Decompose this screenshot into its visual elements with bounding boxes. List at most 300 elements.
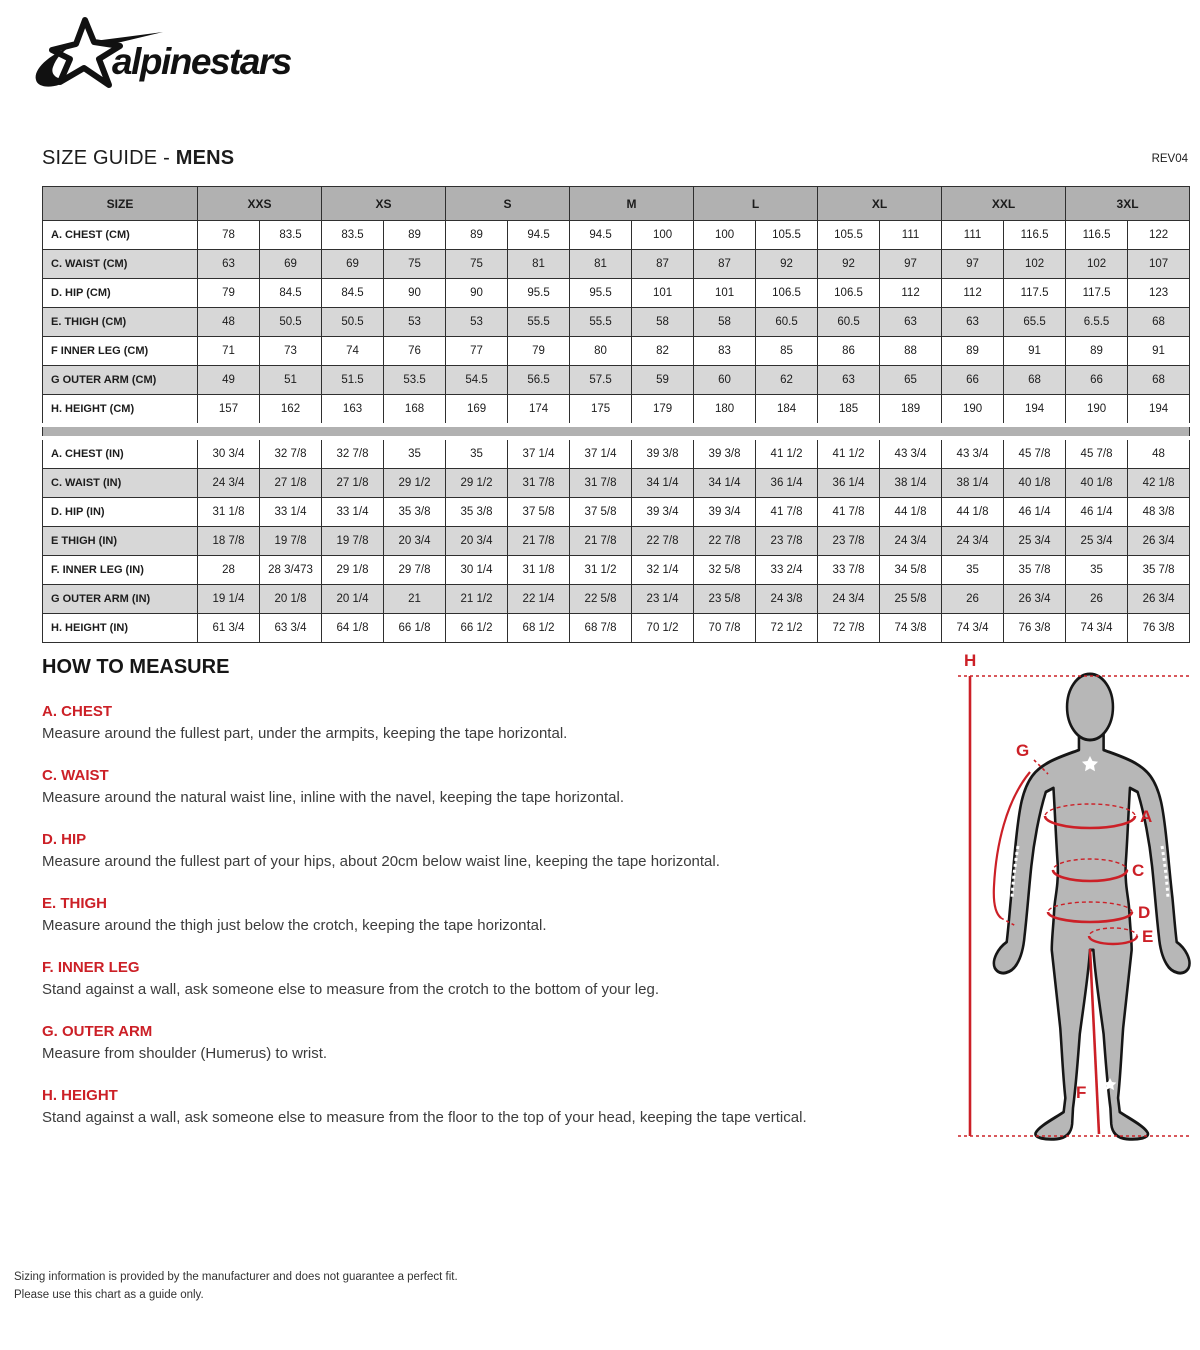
size-column-header: S	[446, 187, 570, 221]
measurement-value-cell: 32 7/8	[260, 438, 322, 469]
measurement-value-cell: 48 3/8	[1128, 498, 1190, 527]
measurement-value-cell: 55.5	[570, 308, 632, 337]
measurement-value-cell: 33 1/4	[260, 498, 322, 527]
measure-section	[42, 1087, 932, 1127]
measurement-row	[43, 438, 1190, 469]
measurement-row	[43, 498, 1190, 527]
measurement-value-cell: 27 1/8	[260, 469, 322, 498]
measurement-value-cell: 100	[694, 221, 756, 250]
measurement-value-cell: 72 1/2	[756, 614, 818, 643]
measurement-value-cell: 68 7/8	[570, 614, 632, 643]
measurement-value-cell: 29 1/2	[384, 469, 446, 498]
measurement-row-label: G OUTER ARM (IN)	[43, 585, 198, 614]
measurement-value-cell: 40 1/8	[1004, 469, 1066, 498]
measurement-value-cell: 117.5	[1066, 279, 1128, 308]
measurement-value-cell: 66	[1066, 366, 1128, 395]
measure-section-text: Stand against a wall, ask someone else to measure from the floor to the top of your head, keeping the tape vertical.	[42, 1109, 807, 1126]
measurement-value-cell: 89	[1066, 337, 1128, 366]
label-outer-arm: G	[1016, 741, 1030, 760]
page-title-gender: MENS	[175, 147, 235, 169]
measure-section-heading: H. HEIGHT	[42, 1087, 118, 1104]
measurement-value-cell: 58	[694, 308, 756, 337]
measurement-value-cell: 65.5	[1004, 308, 1066, 337]
label-thigh: E	[1142, 927, 1154, 946]
measurement-value-cell: 23 7/8	[818, 527, 880, 556]
measurement-value-cell: 53.5	[384, 366, 446, 395]
measure-section-heading: G. OUTER ARM	[42, 1023, 153, 1040]
head-silhouette	[1067, 674, 1113, 740]
measurement-value-cell: 19 7/8	[322, 527, 384, 556]
measurement-value-cell: 73	[260, 337, 322, 366]
measurement-value-cell: 36 1/4	[756, 469, 818, 498]
measurement-value-cell: 25 3/4	[1066, 527, 1128, 556]
measure-section-text: Stand against a wall, ask someone else to measure from the crotch to the bottom of your leg.	[42, 981, 659, 998]
measurement-value-cell: 39 3/4	[694, 498, 756, 527]
measurement-value-cell: 35	[384, 438, 446, 469]
size-column-header: XXS	[198, 187, 322, 221]
measurement-value-cell: 44 1/8	[880, 498, 942, 527]
measurement-value-cell: 107	[1128, 250, 1190, 279]
measurement-value-cell: 157	[198, 395, 260, 426]
measurement-row	[43, 614, 1190, 643]
measurement-value-cell: 34 5/8	[880, 556, 942, 585]
measurement-value-cell: 90	[446, 279, 508, 308]
label-waist: C	[1132, 861, 1145, 880]
measurement-value-cell: 29 7/8	[384, 556, 446, 585]
measurement-value-cell: 163	[322, 395, 384, 426]
size-column-header: XXL	[942, 187, 1066, 221]
measurement-value-cell: 30 1/4	[446, 556, 508, 585]
measurement-value-cell: 111	[880, 221, 942, 250]
measurement-value-cell: 92	[756, 250, 818, 279]
measurement-value-cell: 20 1/4	[322, 585, 384, 614]
measurement-row	[43, 527, 1190, 556]
measurement-value-cell: 79	[198, 279, 260, 308]
measurement-value-cell: 48	[1128, 438, 1190, 469]
measurement-value-cell: 50.5	[322, 308, 384, 337]
measurement-row	[43, 469, 1190, 498]
measurement-row	[43, 366, 1190, 395]
measure-sections	[42, 703, 932, 1127]
measurement-value-cell: 185	[818, 395, 880, 426]
measurement-value-cell: 22 1/4	[508, 585, 570, 614]
measurement-value-cell: 75	[384, 250, 446, 279]
measurement-value-cell: 70 7/8	[694, 614, 756, 643]
footer-line-1: Sizing information is provided by the manufacturer and does not guarantee a perfect fit.	[14, 1271, 458, 1283]
measure-section-text: Measure around the natural waist line, inline with the navel, keeping the tape horizontal.	[42, 789, 625, 806]
measurement-value-cell: 76 3/8	[1128, 614, 1190, 643]
in-measurements-body	[43, 438, 1190, 643]
measurement-row-label: F INNER LEG (CM)	[43, 337, 198, 366]
measurement-value-cell: 29 1/8	[322, 556, 384, 585]
measurement-value-cell: 72 7/8	[818, 614, 880, 643]
measurement-value-cell: 35 3/8	[446, 498, 508, 527]
measurement-value-cell: 80	[570, 337, 632, 366]
measurement-value-cell: 68	[1004, 366, 1066, 395]
measurement-value-cell: 31 1/8	[198, 498, 260, 527]
measurement-value-cell: 57.5	[570, 366, 632, 395]
measure-section-heading: D. HIP	[42, 831, 87, 848]
measurement-value-cell: 48	[198, 308, 260, 337]
measurement-value-cell: 37 1/4	[508, 438, 570, 469]
measurement-value-cell: 91	[1004, 337, 1066, 366]
measurement-value-cell: 81	[570, 250, 632, 279]
measurement-value-cell: 190	[942, 395, 1004, 426]
measurement-value-cell: 194	[1004, 395, 1066, 426]
measurement-row-label: C. WAIST (IN)	[43, 469, 198, 498]
measurement-value-cell: 174	[508, 395, 570, 426]
measurement-row-label: C. WAIST (CM)	[43, 250, 198, 279]
measurement-value-cell: 90	[384, 279, 446, 308]
measurement-value-cell: 79	[508, 337, 570, 366]
measurement-value-cell: 194	[1128, 395, 1190, 426]
measurement-value-cell: 85	[756, 337, 818, 366]
measurement-value-cell: 190	[1066, 395, 1128, 426]
measurement-value-cell: 94.5	[570, 221, 632, 250]
measurement-value-cell: 33 7/8	[818, 556, 880, 585]
measurement-value-cell: 111	[942, 221, 1004, 250]
measurement-row	[43, 337, 1190, 366]
measurement-value-cell: 60	[694, 366, 756, 395]
footer-disclaimer	[14, 1268, 458, 1304]
measurement-value-cell: 83.5	[260, 221, 322, 250]
measurement-value-cell: 19 7/8	[260, 527, 322, 556]
measure-section-heading: F. INNER LEG	[42, 959, 140, 976]
measurement-value-cell: 65	[880, 366, 942, 395]
measurement-value-cell: 63 3/4	[260, 614, 322, 643]
measurement-value-cell: 34 1/4	[632, 469, 694, 498]
measurement-value-cell: 20 3/4	[446, 527, 508, 556]
measurement-value-cell: 112	[880, 279, 942, 308]
how-to-measure-title: HOW TO MEASURE	[42, 656, 230, 678]
measure-section-text: Measure around the thigh just below the crotch, keeping the tape horizontal.	[42, 917, 547, 934]
size-table	[42, 186, 1190, 643]
measurement-value-cell: 91	[1128, 337, 1190, 366]
measurement-value-cell: 83.5	[322, 221, 384, 250]
measurement-value-cell: 54.5	[446, 366, 508, 395]
measurement-value-cell: 35 3/8	[384, 498, 446, 527]
measurement-value-cell: 89	[446, 221, 508, 250]
measurement-value-cell: 63	[198, 250, 260, 279]
measurement-row	[43, 279, 1190, 308]
measurement-value-cell: 123	[1128, 279, 1190, 308]
measurement-value-cell: 84.5	[260, 279, 322, 308]
measurement-value-cell: 74	[322, 337, 384, 366]
measurement-row-label: A. CHEST (IN)	[43, 438, 198, 469]
measurement-value-cell: 22 7/8	[632, 527, 694, 556]
measurement-value-cell: 184	[756, 395, 818, 426]
measurement-value-cell: 35	[942, 556, 1004, 585]
page-title-prefix: SIZE GUIDE -	[42, 147, 176, 169]
measurement-value-cell: 26 3/4	[1128, 585, 1190, 614]
measurement-value-cell: 31 7/8	[570, 469, 632, 498]
measurement-row	[43, 250, 1190, 279]
revision-label: REV04	[1151, 153, 1188, 165]
measurement-value-cell: 24 3/4	[198, 469, 260, 498]
measurement-value-cell: 22 5/8	[570, 585, 632, 614]
measurement-value-cell: 58	[632, 308, 694, 337]
measurement-diagram	[942, 646, 1194, 1166]
measurement-value-cell: 94.5	[508, 221, 570, 250]
measurement-row-label: G OUTER ARM (CM)	[43, 366, 198, 395]
measurement-value-cell: 102	[1066, 250, 1128, 279]
measurement-value-cell: 39 3/4	[632, 498, 694, 527]
measurement-row-label: A. CHEST (CM)	[43, 221, 198, 250]
measurement-row	[43, 585, 1190, 614]
measurement-value-cell: 37 5/8	[570, 498, 632, 527]
measurement-value-cell: 106.5	[818, 279, 880, 308]
measurement-value-cell: 97	[942, 250, 1004, 279]
size-column-header: XL	[818, 187, 942, 221]
measurement-value-cell: 69	[260, 250, 322, 279]
measurement-value-cell: 21 7/8	[570, 527, 632, 556]
measurement-value-cell: 51.5	[322, 366, 384, 395]
measurement-value-cell: 35 7/8	[1128, 556, 1190, 585]
measure-section	[42, 831, 932, 871]
measurement-value-cell: 60.5	[818, 308, 880, 337]
measurement-value-cell: 66	[942, 366, 1004, 395]
measurement-value-cell: 23 1/4	[632, 585, 694, 614]
measurement-value-cell: 37 5/8	[508, 498, 570, 527]
measurement-value-cell: 68 1/2	[508, 614, 570, 643]
measurement-value-cell: 6.5.5	[1066, 308, 1128, 337]
measurement-value-cell: 101	[632, 279, 694, 308]
measurement-value-cell: 116.5	[1066, 221, 1128, 250]
measure-section	[42, 959, 932, 999]
measurement-value-cell: 100	[632, 221, 694, 250]
measurement-value-cell: 31 7/8	[508, 469, 570, 498]
measurement-value-cell: 59	[632, 366, 694, 395]
measurement-value-cell: 50.5	[260, 308, 322, 337]
measurement-value-cell: 87	[694, 250, 756, 279]
measurement-value-cell: 26	[1066, 585, 1128, 614]
label-hip: D	[1138, 903, 1151, 922]
measurement-value-cell: 82	[632, 337, 694, 366]
measurement-value-cell: 56.5	[508, 366, 570, 395]
measurement-value-cell: 68	[1128, 308, 1190, 337]
cm-measurements-body	[43, 221, 1190, 426]
label-inner-leg: F	[1076, 1083, 1087, 1102]
measurement-value-cell: 46 1/4	[1004, 498, 1066, 527]
measurement-value-cell: 89	[384, 221, 446, 250]
measurement-value-cell: 63	[818, 366, 880, 395]
measurement-value-cell: 27 1/8	[322, 469, 384, 498]
measurement-value-cell: 41 7/8	[818, 498, 880, 527]
measurement-value-cell: 21	[384, 585, 446, 614]
measure-section-heading: E. THIGH	[42, 895, 108, 912]
measurement-row-label: E. THIGH (CM)	[43, 308, 198, 337]
measure-section	[42, 895, 932, 935]
alpinestars-logo	[24, 12, 324, 96]
measurement-value-cell: 31 1/8	[508, 556, 570, 585]
measurement-value-cell: 46 1/4	[1066, 498, 1128, 527]
measurement-value-cell: 37 1/4	[570, 438, 632, 469]
measurement-value-cell: 41 7/8	[756, 498, 818, 527]
measurement-value-cell: 189	[880, 395, 942, 426]
measurement-value-cell: 28	[198, 556, 260, 585]
measurement-value-cell: 51	[260, 366, 322, 395]
measurement-value-cell: 169	[446, 395, 508, 426]
measurement-value-cell: 53	[384, 308, 446, 337]
measurement-value-cell: 41 1/2	[756, 438, 818, 469]
measurement-value-cell: 33 1/4	[322, 498, 384, 527]
size-header-row	[43, 187, 1190, 221]
measurement-value-cell: 40 1/8	[1066, 469, 1128, 498]
measurement-value-cell: 35	[446, 438, 508, 469]
measurement-value-cell: 60.5	[756, 308, 818, 337]
measurement-value-cell: 32 7/8	[322, 438, 384, 469]
measurement-value-cell: 35	[1066, 556, 1128, 585]
measurement-value-cell: 97	[880, 250, 942, 279]
measurement-value-cell: 26 3/4	[1004, 585, 1066, 614]
measurement-value-cell: 25 5/8	[880, 585, 942, 614]
label-height: H	[964, 651, 977, 670]
measurement-value-cell: 68	[1128, 366, 1190, 395]
measurement-value-cell: 21 7/8	[508, 527, 570, 556]
measurement-value-cell: 23 7/8	[756, 527, 818, 556]
measurement-value-cell: 35 7/8	[1004, 556, 1066, 585]
measurement-value-cell: 95.5	[508, 279, 570, 308]
measurement-value-cell: 24 3/4	[880, 527, 942, 556]
spacer-row	[43, 425, 1190, 438]
measurement-value-cell: 75	[446, 250, 508, 279]
measurement-value-cell: 78	[198, 221, 260, 250]
measure-section-heading: A. CHEST	[42, 703, 113, 720]
size-column-header: 3XL	[1066, 187, 1190, 221]
measurement-row-label: H. HEIGHT (IN)	[43, 614, 198, 643]
measure-section	[42, 767, 932, 807]
measurement-value-cell: 24 3/4	[818, 585, 880, 614]
measurement-value-cell: 39 3/8	[694, 438, 756, 469]
measurement-row	[43, 556, 1190, 585]
measurement-value-cell: 36 1/4	[818, 469, 880, 498]
measure-section	[42, 703, 932, 743]
measurement-value-cell: 63	[880, 308, 942, 337]
measure-section-heading: C. WAIST	[42, 767, 109, 784]
measurement-row-label: H. HEIGHT (CM)	[43, 395, 198, 426]
measurement-value-cell: 39 3/8	[632, 438, 694, 469]
measurement-value-cell: 168	[384, 395, 446, 426]
measurement-value-cell: 105.5	[818, 221, 880, 250]
measurement-value-cell: 45 7/8	[1004, 438, 1066, 469]
measurement-value-cell: 74 3/4	[942, 614, 1004, 643]
measurement-value-cell: 30 3/4	[198, 438, 260, 469]
measurement-value-cell: 105.5	[756, 221, 818, 250]
measurement-value-cell: 106.5	[756, 279, 818, 308]
measurement-value-cell: 122	[1128, 221, 1190, 250]
label-chest: A	[1140, 807, 1153, 826]
footer-line-2: Please use this chart as a guide only.	[14, 1289, 204, 1301]
measurement-value-cell: 66 1/8	[384, 614, 446, 643]
measurement-value-cell: 62	[756, 366, 818, 395]
measurement-value-cell: 89	[942, 337, 1004, 366]
measurement-value-cell: 43 3/4	[880, 438, 942, 469]
measurement-value-cell: 26 3/4	[1128, 527, 1190, 556]
measurement-value-cell: 38 1/4	[942, 469, 1004, 498]
measure-section-text: Measure around the fullest part, under the armpits, keeping the tape horizontal.	[42, 725, 568, 742]
measurement-value-cell: 81	[508, 250, 570, 279]
measurement-value-cell: 87	[632, 250, 694, 279]
measurement-row-label: E THIGH (IN)	[43, 527, 198, 556]
measurement-value-cell: 29 1/2	[446, 469, 508, 498]
body-silhouette	[994, 732, 1190, 1139]
measurement-value-cell: 44 1/8	[942, 498, 1004, 527]
measurement-value-cell: 24 3/8	[756, 585, 818, 614]
measurement-row-label: D. HIP (IN)	[43, 498, 198, 527]
measurement-value-cell: 55.5	[508, 308, 570, 337]
measurement-value-cell: 86	[818, 337, 880, 366]
size-header-label: SIZE	[43, 187, 198, 221]
measurement-value-cell: 116.5	[1004, 221, 1066, 250]
measurement-row	[43, 308, 1190, 337]
measurement-value-cell: 18 7/8	[198, 527, 260, 556]
measurement-value-cell: 84.5	[322, 279, 384, 308]
measurement-value-cell: 76	[384, 337, 446, 366]
measurement-value-cell: 76 3/8	[1004, 614, 1066, 643]
measurement-value-cell: 69	[322, 250, 384, 279]
measurement-value-cell: 21 1/2	[446, 585, 508, 614]
measurement-value-cell: 26	[942, 585, 1004, 614]
measurement-value-cell: 61 3/4	[198, 614, 260, 643]
measurement-value-cell: 92	[818, 250, 880, 279]
measurement-value-cell: 162	[260, 395, 322, 426]
measurement-row-label: F. INNER LEG (IN)	[43, 556, 198, 585]
measurement-value-cell: 70 1/2	[632, 614, 694, 643]
measure-section-text: Measure from shoulder (Humerus) to wrist.	[42, 1045, 328, 1062]
measurement-value-cell: 22 7/8	[694, 527, 756, 556]
size-column-header: M	[570, 187, 694, 221]
size-column-header: L	[694, 187, 818, 221]
measurement-value-cell: 45 7/8	[1066, 438, 1128, 469]
measurement-value-cell: 77	[446, 337, 508, 366]
measurement-value-cell: 38 1/4	[880, 469, 942, 498]
measurement-value-cell: 64 1/8	[322, 614, 384, 643]
measurement-value-cell: 43 3/4	[942, 438, 1004, 469]
measure-section-text: Measure around the fullest part of your hips, about 20cm below waist line, keeping the tape horizontal.	[42, 853, 720, 870]
measurement-value-cell: 20 3/4	[384, 527, 446, 556]
measurement-value-cell: 63	[942, 308, 1004, 337]
measurement-value-cell: 180	[694, 395, 756, 426]
measurement-value-cell: 20 1/8	[260, 585, 322, 614]
measurement-value-cell: 117.5	[1004, 279, 1066, 308]
measurement-value-cell: 31 1/2	[570, 556, 632, 585]
measurement-value-cell: 25 3/4	[1004, 527, 1066, 556]
table-spacer	[43, 425, 1190, 438]
measure-section	[42, 1023, 932, 1063]
measurement-value-cell: 23 5/8	[694, 585, 756, 614]
measurement-value-cell: 32 1/4	[632, 556, 694, 585]
measurement-value-cell: 41 1/2	[818, 438, 880, 469]
measurement-value-cell: 28 3/473	[260, 556, 322, 585]
measurement-value-cell: 74 3/8	[880, 614, 942, 643]
measurement-value-cell: 179	[632, 395, 694, 426]
measurement-row	[43, 395, 1190, 426]
measurement-value-cell: 95.5	[570, 279, 632, 308]
measurement-row-label: D. HIP (CM)	[43, 279, 198, 308]
measurement-value-cell: 33 2/4	[756, 556, 818, 585]
measurement-value-cell: 74 3/4	[1066, 614, 1128, 643]
measurement-value-cell: 19 1/4	[198, 585, 260, 614]
measurement-row	[43, 221, 1190, 250]
measurement-value-cell: 101	[694, 279, 756, 308]
measurement-value-cell: 34 1/4	[694, 469, 756, 498]
measurement-value-cell: 32 5/8	[694, 556, 756, 585]
size-column-header: XS	[322, 187, 446, 221]
measurement-value-cell: 102	[1004, 250, 1066, 279]
measurement-value-cell: 112	[942, 279, 1004, 308]
measurement-value-cell: 175	[570, 395, 632, 426]
measurement-value-cell: 42 1/8	[1128, 469, 1190, 498]
